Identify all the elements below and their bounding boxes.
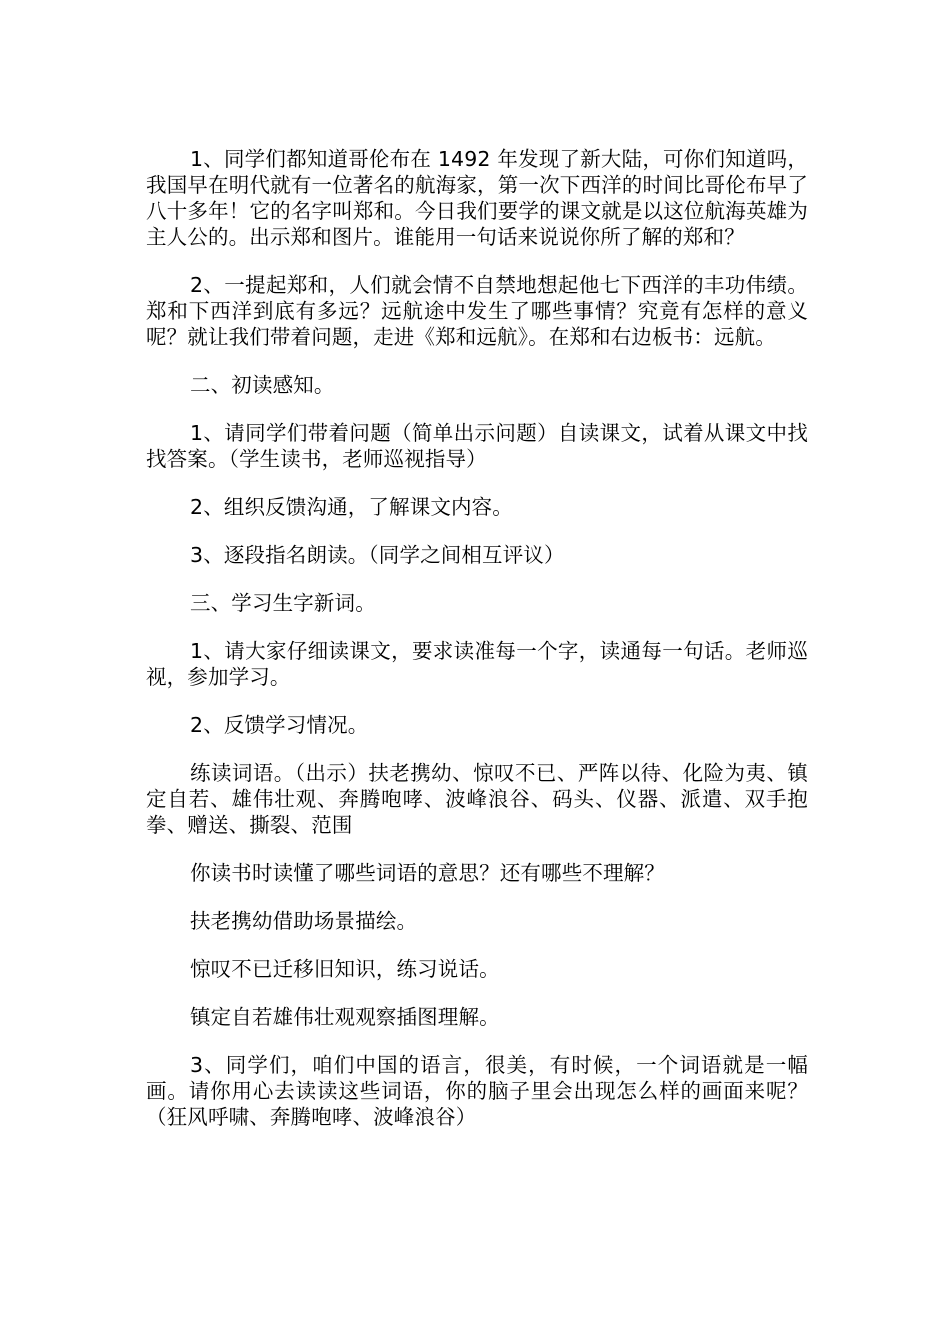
section-heading-first-reading: 二、初读感知。: [190, 373, 335, 397]
paragraph-vocabulary-list: 练读词语。（出示）扶老携幼、惊叹不已、严阵以待、化险为夷、镇定自若、雄伟壮观、奔腾咆哮、波峰浪谷、码头、仪器、派遣、双手抱拳、赠送、撕裂、范围: [146, 761, 808, 837]
paragraph-zhenghe-achievements: 2、一提起郑和，人们就会情不自禁地想起他七下西洋的丰功伟绩。郑和下西洋到底有多远？远航途中发生了哪些事情？究竟有怎样的意义呢？就让我们带着问题，走进《郑和远航》。在郑和右边板书：远航。: [146, 273, 808, 349]
paragraph-feedback: 2、组织反馈沟通，了解课文内容。: [190, 495, 513, 519]
paragraph-self-reading: 1、请同学们带着问题（简单出示问题）自读课文，试着从课文中找找答案。（学生读书，老师巡视指导）: [146, 421, 808, 471]
paragraph-word-zhendingziruo: 镇定自若雄伟壮观观察插图理解。: [190, 1005, 500, 1029]
paragraph-intro-columbus: 1、同学们都知道哥伦布在 1492 年发现了新大陆，可你们知道吗，我国早在明代就有一位著名的航海家，第一次下西洋的时间比哥伦布早了八十多年！它的名字叫郑和。今日我们要学的课文就是以这位航海英雄为主人公的。出示郑和图片。谁能用一句话来说说你所了解的郑和？: [146, 147, 808, 249]
section-heading-new-words: 三、学习生字新词。: [190, 591, 376, 615]
paragraph-word-fulaoxieyou: 扶老携幼借助场景描绘。: [190, 909, 418, 933]
paragraph-question-understanding: 你读书时读懂了哪些词语的意思？还有哪些不理解？: [190, 861, 665, 885]
paragraph-learning-feedback: 2、反馈学习情况。: [190, 713, 369, 737]
paragraph-careful-reading: 1、请大家仔细读课文，要求读准每一个字，读通每一句话。老师巡视，参加学习。: [146, 639, 808, 689]
paragraph-read-aloud: 3、逐段指名朗读。（同学之间相互评议）: [190, 543, 565, 567]
document-body: [146, 146, 808, 1152]
paragraph-word-jingtanbuyi: 惊叹不已迁移旧知识，练习说话。: [190, 957, 500, 981]
paragraph-language-beauty: 3、同学们，咱们中国的语言，很美，有时候，一个词语就是一幅画。请你用心去读读这些词语，你的脑子里会出现怎么样的画面来呢？（狂风呼啸、奔腾咆哮、波峰浪谷）: [146, 1053, 808, 1129]
